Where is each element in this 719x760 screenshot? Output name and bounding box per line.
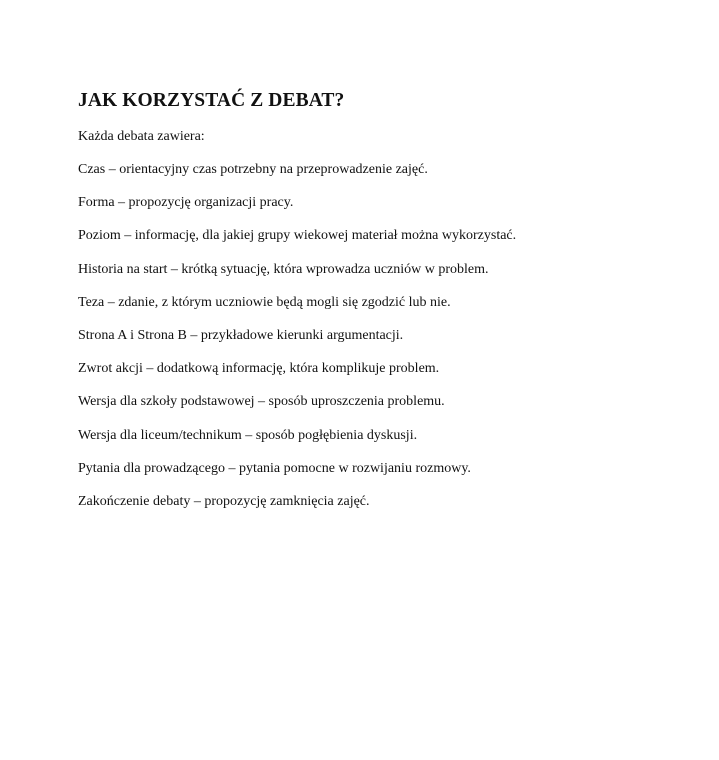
- list-item-wersja-liceum-technikum: Wersja dla liceum/technikum – sposób pogłębienia dyskusji.: [78, 427, 418, 443]
- list-item-czas: Czas – orientacyjny czas potrzebny na przeprowadzenie zajęć.: [78, 162, 428, 177]
- list-item-zwrot-akcji: Zwrot akcji – dodatkową informację, która komplikuje problem.: [78, 361, 440, 377]
- list-item-teza: Teza – zdanie, z którym uczniowie będą mogli się zgodzić lub nie.: [78, 294, 451, 310]
- list-item-wersja-szkola-podstawowa: Wersja dla szkoły podstawowej – sposób uproszczenia problemu.: [78, 394, 445, 410]
- list-item-strona-a-i-b: Strona A i Strona B – przykładowe kierunki argumentacji.: [78, 327, 404, 343]
- list-item-zakonczenie-debaty: Zakończenie debaty – propozycję zamknięcia zajęć.: [78, 493, 370, 509]
- debate-elements-list: [78, 160, 678, 512]
- list-item-poziom: Poziom – informację, dla jakiej grupy wiekowej materiał można wykorzystać.: [78, 228, 517, 244]
- document-page: [78, 88, 678, 525]
- intro-text: Każda debata zawiera:: [78, 129, 205, 144]
- list-item-forma: Forma – propozycję organizacji pracy.: [78, 195, 294, 211]
- list-item-pytania-dla-prowadzacego: Pytania dla prowadzącego – pytania pomocne w rozwijaniu rozmowy.: [78, 460, 471, 476]
- list-item-historia-na-start: Historia na start – krótką sytuację, która wprowadza uczniów w problem.: [78, 261, 489, 277]
- page-title: JAK KORZYSTAĆ Z DEBAT?: [78, 90, 345, 111]
